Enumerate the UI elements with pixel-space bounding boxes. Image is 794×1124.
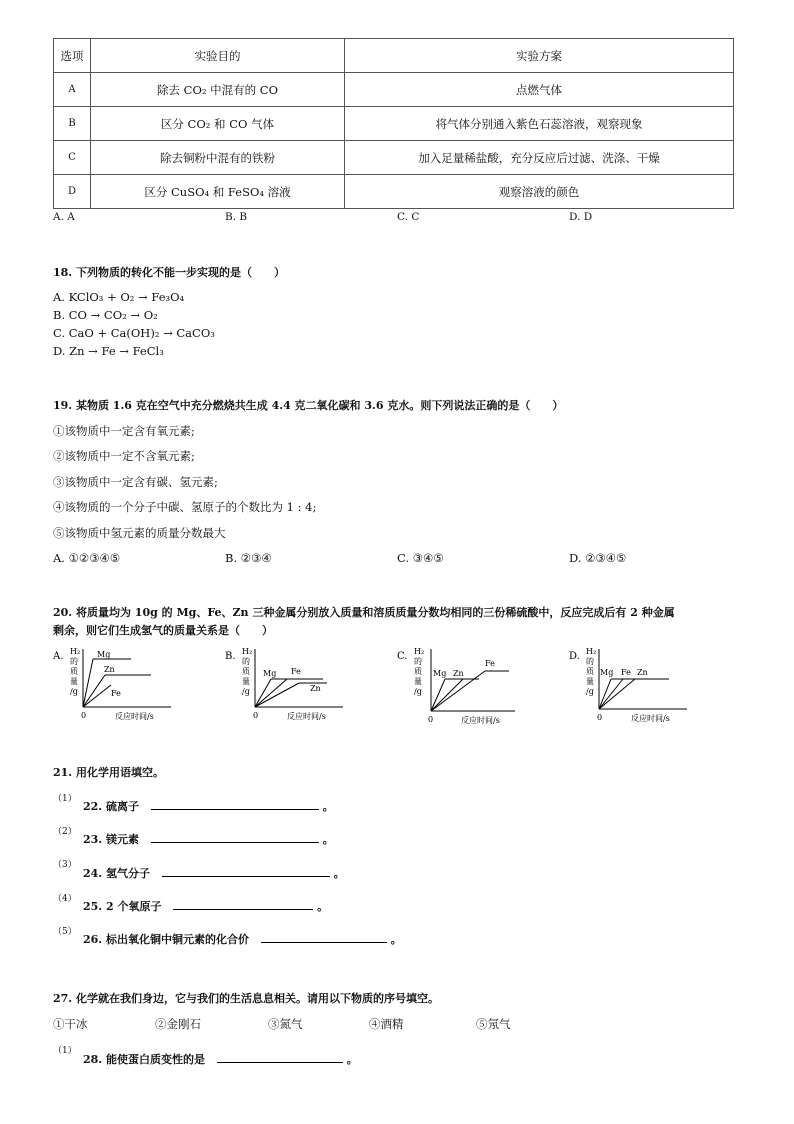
axis-label: 的	[70, 657, 78, 666]
option-letter: D.	[569, 651, 580, 662]
series-label: Fe	[485, 659, 495, 668]
substance-option: ③氮气	[268, 1017, 303, 1031]
axis-label: 量	[242, 677, 250, 686]
item-text: 22. 硫离子	[83, 800, 139, 813]
table-cell: 观察溶液的颜色	[345, 175, 734, 209]
question-stem: 18. 下列物质的转化不能一步实现的是（ ）	[53, 266, 285, 279]
table-cell: B	[54, 107, 91, 141]
axis-label: 量	[414, 677, 422, 686]
axis-label: 反应时间/s	[461, 716, 500, 725]
table-row	[54, 73, 734, 107]
experiment-table	[53, 38, 734, 209]
graph-option-a	[53, 645, 173, 723]
series-label: Zn	[104, 665, 115, 674]
origin-label: 0	[81, 711, 87, 720]
option-letter: B.	[225, 651, 236, 662]
statement: ②该物质中一定不含氧元素;	[53, 449, 195, 463]
table-cell: 除去铜粉中混有的铁粉	[91, 141, 345, 175]
answer-option: C. C	[397, 211, 420, 223]
table-cell: 区分 CuSO₄ 和 FeSO₄ 溶液	[91, 175, 345, 209]
answer-blank[interactable]	[217, 1050, 343, 1063]
fe-line	[255, 679, 287, 707]
item-number: （3）	[53, 860, 77, 870]
substance-option: ②金刚石	[155, 1017, 201, 1031]
graph-option-c	[397, 645, 517, 727]
substance-option: ⑤氖气	[476, 1017, 511, 1031]
statement: ①该物质中一定含有氧元素;	[53, 424, 195, 438]
zn-line	[431, 679, 463, 711]
option-letter: C.	[397, 651, 408, 662]
series-label: Fe	[621, 668, 631, 677]
fe-line	[599, 679, 623, 709]
origin-label: 0	[597, 713, 603, 722]
axis-label: H₂	[70, 647, 81, 656]
question-stem: 21. 用化学用语填空。	[53, 766, 164, 779]
table-cell: 点燃气体	[345, 73, 734, 107]
table-header: 实验目的	[91, 39, 345, 73]
table-cell: 除去 CO₂ 中混有的 CO	[91, 73, 345, 107]
fill-blank-item	[83, 930, 402, 947]
question-stem: 20. 将质量均为 10g 的 Mg、Fe、Zn 三种金属分别放入质量和溶质质量分数均相同的三份稀硫酸中，反应完成后有 2 种金属	[53, 606, 675, 619]
graph-option-d	[569, 645, 689, 723]
option-letter: A.	[53, 651, 64, 662]
table-cell: 将气体分别通入紫色石蕊溶液，观察现象	[345, 107, 734, 141]
axis-label: 质	[586, 667, 594, 676]
series-label: Zn	[637, 668, 648, 677]
answer-option: B. B	[225, 211, 248, 223]
answer-option: B. CO → CO₂ → O₂	[53, 308, 158, 322]
table-cell: D	[54, 175, 91, 209]
series-label: Mg	[433, 669, 447, 678]
answer-option: D. D	[569, 211, 593, 223]
item-end: 。	[317, 900, 329, 913]
axis-label: 量	[70, 677, 78, 686]
table-cell: 区分 CO₂ 和 CO 气体	[91, 107, 345, 141]
series-label: Mg	[263, 669, 277, 678]
table-cell: C	[54, 141, 91, 175]
axis-label: 质	[414, 667, 422, 676]
axis-label: 的	[586, 657, 594, 666]
substance-option: ④酒精	[369, 1017, 404, 1031]
axis-label: H₂	[586, 647, 597, 656]
item-number: （1）	[53, 1046, 77, 1056]
question-stem: 19. 某物质 1.6 克在空气中充分燃烧共生成 4.4 克二氧化碳和 3.6 克水。则下列说法正确的是（ ）	[53, 399, 564, 412]
fill-blank-item	[83, 797, 334, 814]
axis-label: /g	[414, 687, 422, 696]
question-stem: 剩余，则它们生成氢气的质量关系是（ ）	[53, 624, 273, 637]
series-label: Mg	[600, 668, 614, 677]
answer-blank[interactable]	[151, 797, 319, 810]
table-row	[54, 141, 734, 175]
series-label: Fe	[111, 689, 121, 698]
origin-label: 0	[428, 715, 434, 724]
axis-label: 反应时间/s	[287, 712, 326, 721]
answer-option: A. KClO₃ + O₂ → Fe₃O₄	[53, 290, 185, 304]
table-cell: A	[54, 73, 91, 107]
item-text: 23. 镁元素	[83, 833, 139, 846]
table-row	[54, 107, 734, 141]
fill-blank-item	[83, 864, 345, 881]
axis-label: 的	[242, 657, 250, 666]
series-label: Mg	[97, 650, 111, 659]
axis-label: 反应时间/s	[115, 712, 154, 721]
answer-option: A. A	[53, 211, 75, 223]
item-number: （4）	[53, 894, 77, 904]
statement: ④该物质的一个分子中碳、氢原子的个数比为 1 : 4;	[53, 500, 317, 514]
axis-label: /g	[70, 687, 78, 696]
fill-blank-item	[83, 830, 334, 847]
item-text: 28. 能使蛋白质变性的是	[83, 1053, 205, 1066]
item-end: 。	[322, 800, 334, 813]
axis-label: H₂	[242, 647, 253, 656]
item-end: 。	[346, 1053, 358, 1066]
item-end: 。	[333, 867, 345, 880]
statement: ⑤该物质中氢元素的质量分数最大	[53, 526, 226, 540]
answer-blank[interactable]	[173, 897, 313, 910]
substance-option: ①干冰	[53, 1017, 88, 1031]
answer-blank[interactable]	[162, 864, 330, 877]
series-label: Zn	[453, 669, 464, 678]
axis-label: 量	[586, 677, 594, 686]
table-header: 选项	[54, 39, 91, 73]
statement: ③该物质中一定含有碳、氢元素;	[53, 475, 218, 489]
table-cell: 加入足量稀盐酸，充分反应后过滤、洗涤、干燥	[345, 141, 734, 175]
answer-option: C. ③④⑤	[397, 551, 444, 565]
answer-option: B. ②③④	[225, 551, 272, 565]
item-number: （2）	[53, 827, 77, 837]
axis-label: 质	[70, 667, 78, 676]
fill-blank-item	[83, 897, 328, 914]
table-header: 实验方案	[345, 39, 734, 73]
item-number: （1）	[53, 794, 77, 804]
axis-label: 质	[242, 667, 250, 676]
answer-option: C. CaO + Ca(OH)₂ → CaCO₃	[53, 326, 215, 340]
series-label: Fe	[291, 667, 301, 676]
origin-label: 0	[253, 711, 259, 720]
axis-label: 的	[414, 657, 422, 666]
table-header-row	[54, 39, 734, 73]
answer-option: D. ②③④⑤	[569, 551, 627, 565]
axis-label: /g	[242, 687, 250, 696]
item-end: 。	[322, 833, 334, 846]
answer-blank[interactable]	[151, 830, 319, 843]
graph-option-b	[225, 645, 345, 723]
series-label: Zn	[310, 684, 321, 693]
answer-option: A. ①②③④⑤	[53, 551, 121, 565]
table-row	[54, 175, 734, 209]
axis-label: H₂	[414, 647, 425, 656]
item-end: 。	[390, 933, 402, 946]
axis-label: 反应时间/s	[631, 714, 670, 723]
zn-line	[599, 679, 635, 709]
question-stem: 27. 化学就在我们身边，它与我们的生活息息相关。请用以下物质的序号填空。	[53, 992, 439, 1005]
answer-option: D. Zn → Fe → FeCl₃	[53, 344, 164, 358]
item-text: 24. 氢气分子	[83, 867, 150, 880]
axis-label: /g	[586, 687, 594, 696]
item-text: 26. 标出氧化铜中铜元素的化合价	[83, 933, 249, 946]
fill-blank-item	[83, 1050, 358, 1067]
answer-blank[interactable]	[261, 930, 387, 943]
item-number: （5）	[53, 927, 77, 937]
item-text: 25. 2 个氧原子	[83, 900, 162, 913]
